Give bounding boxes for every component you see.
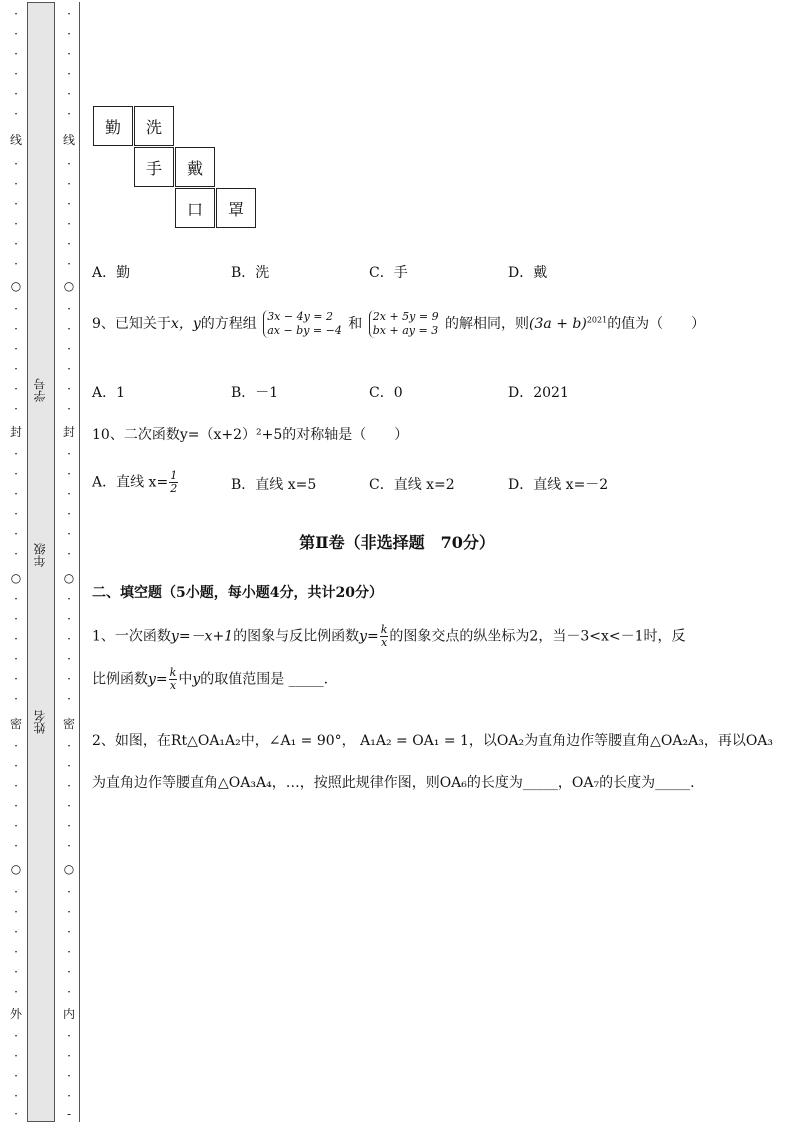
q10-stem: 10、二次函数y=（x+2）²+5的对称轴是（ ） xyxy=(92,427,409,443)
q9-option-d: D．2021 xyxy=(508,385,569,401)
seal-mark: ○ xyxy=(63,862,75,876)
seal-mark: 内 xyxy=(62,1007,75,1021)
seal-mark: 封 xyxy=(62,425,75,439)
q10-option-a: A．直线 x= $\frac{1}{2}$ xyxy=(92,469,178,495)
q9-option-c: C．0 xyxy=(369,385,403,401)
seal-mark: ○ xyxy=(63,279,75,293)
grade-label: 年级 xyxy=(33,543,47,567)
name-label: 姓名 xyxy=(33,710,47,734)
q8-option-d: D．戴 xyxy=(508,265,548,281)
fill2-line1: 2、如图，在Rt△OA₁A₂中，∠A₁ = 90°， A₁A₂ = OA₁ = 1，以OA₂为直角边作等腰直角△OA₂A₃，再以OA₃ xyxy=(92,733,774,749)
grid-cell: 口 xyxy=(175,188,215,228)
seal-mark: 密 xyxy=(9,717,22,731)
grid-cell: 罩 xyxy=(216,188,256,228)
q9-option-b: B．－1 xyxy=(231,385,279,401)
q10-option-d: D．直线 x=－2 xyxy=(508,477,609,493)
student-id-label: 学号 xyxy=(33,378,47,402)
seal-mark: 外 xyxy=(9,1007,22,1021)
section-title: 第Ⅱ卷（非选择题 70分） xyxy=(299,533,495,552)
seal-mark: 线 xyxy=(62,133,75,147)
q9-stem: 9、已知关于x，y的方程组 3x − 4y = 2 ax − by = −4 和 2x + 5y = 9 bx + ay = 3 的解相同，则$(3a + b)^{2021}$的值为（ ） xyxy=(92,310,706,337)
seal-mark: ○ xyxy=(10,279,22,293)
section-heading: 二、填空题（5小题，每小题4分，共计20分） xyxy=(92,585,383,601)
binding-margin-line xyxy=(79,2,80,1122)
grid-cell: 洗 xyxy=(134,106,174,146)
fill1-line2: 比例函数y= $\frac{k}{x}$ 中y的取值范围是 _____. xyxy=(92,666,329,692)
equation-system-1: 3x − 4y = 2 ax − by = −4 xyxy=(263,310,342,338)
grid-cell: 勤 xyxy=(93,106,133,146)
q8-option-a: A．勤 xyxy=(92,265,131,281)
seal-mark: 封 xyxy=(9,425,22,439)
q10-option-c: C．直线 x=2 xyxy=(369,477,455,493)
q8-option-b: B．洗 xyxy=(231,265,270,281)
q9-option-a: A．1 xyxy=(92,385,126,401)
seal-mark: ○ xyxy=(63,571,75,585)
q8-option-c: C．手 xyxy=(369,265,408,281)
equation-system-2: 2x + 5y = 9 bx + ay = 3 xyxy=(369,310,439,338)
fill2-line2: 为直角边作等腰直角△OA₃A₄，…，按照此规律作图，则OA₆的长度为_____，OA₇的长度为_____. xyxy=(92,775,695,791)
grid-cell: 戴 xyxy=(175,147,215,187)
fill1-line1: 1、一次函数y=－x+1的图象与反比例函数y= $\frac{k}{x}$ 的图象交点的纵坐标为2，当－3<x<－1时，反 xyxy=(92,623,686,649)
seal-mark: ○ xyxy=(10,571,22,585)
q10-option-b: B．直线 x=5 xyxy=(231,477,317,493)
seal-mark: 密 xyxy=(62,717,75,731)
seal-mark: ○ xyxy=(10,862,22,876)
grid-cell: 手 xyxy=(134,147,174,187)
seal-mark: 线 xyxy=(9,133,22,147)
